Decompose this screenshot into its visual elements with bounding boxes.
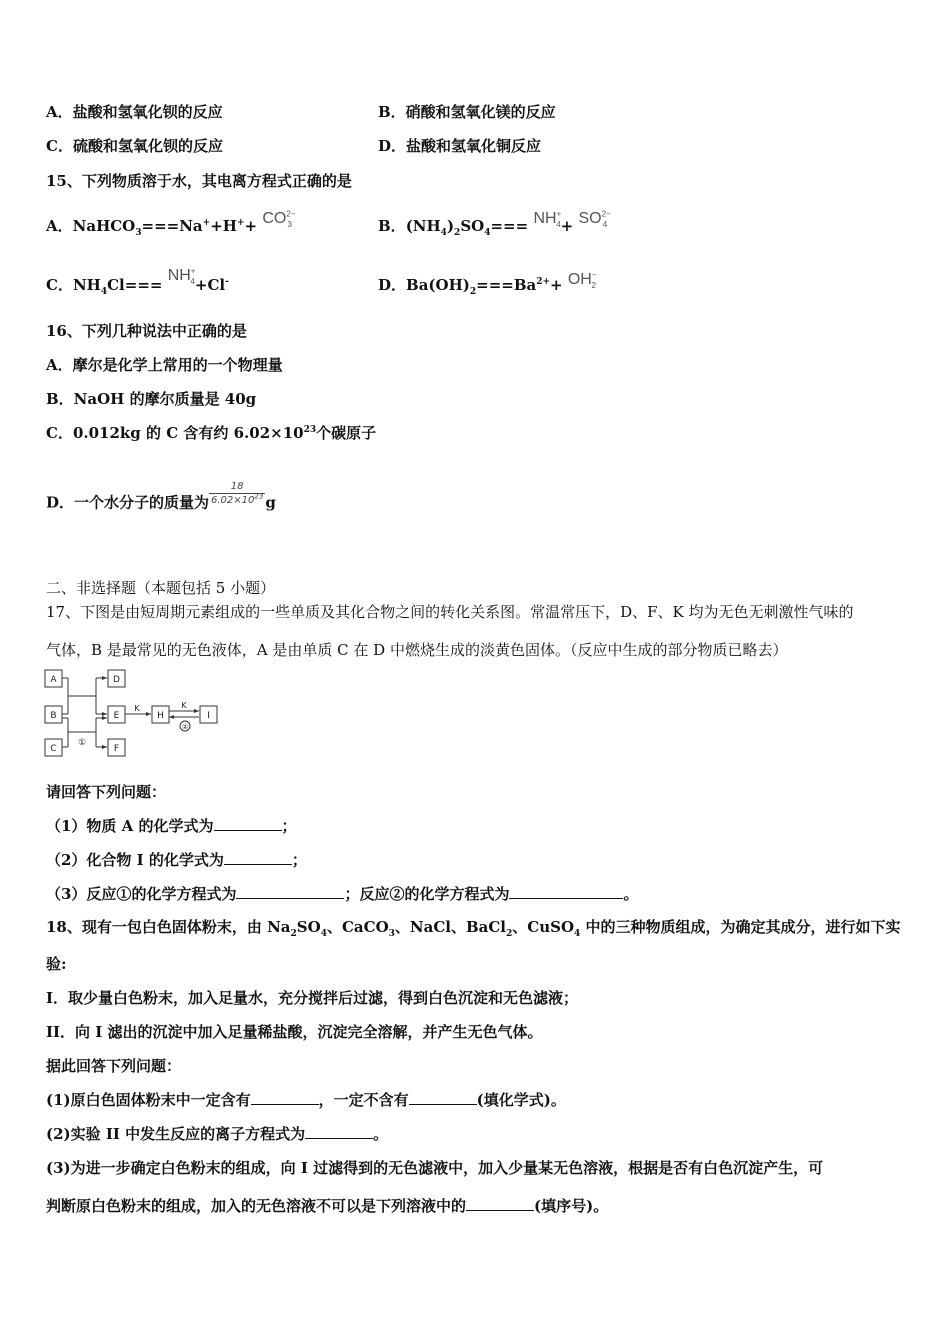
q18-s5: 4 (574, 929, 581, 939)
q17-sub3-end: 。 (623, 885, 639, 903)
answer-blank-a-formula[interactable] (214, 816, 282, 831)
q15d-sp1: 2+ (536, 277, 551, 287)
node-d: D (113, 675, 120, 685)
answer-blank-i-formula[interactable] (224, 850, 292, 865)
q17-sub2-text: （2）化合物 I 的化学式为 (46, 851, 224, 869)
q18-s1: 2 (290, 929, 297, 939)
q15a-p1: NaHCO (72, 217, 136, 235)
q15d-p2: ===Ba (476, 276, 537, 294)
label-k-1: K (134, 704, 140, 713)
node-e: E (113, 711, 120, 721)
q15a-s1: 3 (135, 228, 142, 238)
q18-sub3-line2 (46, 1196, 608, 1216)
answer-blank-reaction1[interactable] (236, 884, 344, 899)
q17-sub3-text-b: ；反应②的化学方程式为 (344, 885, 510, 903)
q15b-s1: 4 (440, 228, 447, 238)
conversion-diagram (44, 667, 224, 761)
q18-sub2 (46, 1124, 388, 1144)
label-reaction-2: ② (181, 723, 189, 731)
q18-step2-label: II． (46, 1023, 76, 1041)
q15c-p3: +Cl (194, 276, 226, 294)
q15d-p1: Ba(OH) (406, 276, 470, 294)
q16c-p2: 个碳原子 (316, 424, 377, 442)
node-h: H (157, 711, 164, 721)
q18-sub1-b: ，一定不含有 (318, 1091, 409, 1109)
fraction-den-exp: 23 (254, 492, 264, 501)
q14-option-c: C．硫酸和氢氧化钡的反应 (46, 137, 223, 155)
node-i: I (207, 711, 210, 721)
q18-sub3-b: (填序号)。 (534, 1197, 609, 1215)
q18-sub3-a: 判断原白色粉末的组成，加入的无色溶液不可以是下列溶液中的 (46, 1197, 467, 1215)
q15b-ion1 (533, 209, 562, 230)
q16d-p1: D．一个水分子的质量为 (46, 493, 210, 512)
q18-stem-line2: 验: (46, 955, 67, 973)
fraction-numerator: 18 (209, 480, 265, 494)
q15b-label: B． (378, 217, 406, 235)
label-k-2: K (181, 701, 187, 710)
q15-option-d (378, 270, 597, 297)
q15a-ion (262, 209, 296, 230)
q16d-p2: g (265, 493, 276, 512)
q18-p5: 、CuSO (512, 918, 575, 936)
q17-sub3-text-a: （3）反应①的化学方程式为 (46, 885, 237, 903)
q17-stem-line1: 17、下图是由短周期元素组成的一些单质及其化合物之间的转化关系图。常温常压下，D、F、K 均为无色无刺激性气味的 (46, 603, 854, 621)
q15-option-b (378, 209, 611, 238)
q17-sub1 (46, 816, 297, 836)
fraction-denominator (209, 494, 265, 507)
q15c-label: C． (46, 276, 73, 294)
q15c-ion-main: NH (167, 267, 191, 284)
q15a-ion-sub: 3 (287, 220, 292, 230)
q18-prompt: 据此回答下列问题： (46, 1057, 182, 1075)
q18-sub1-c: (填化学式)。 (476, 1091, 566, 1109)
q15d-s1: 2 (469, 287, 477, 297)
q15b-ion2-main: SO (578, 210, 602, 227)
node-b: B (50, 711, 57, 721)
q18-step2 (46, 1022, 543, 1042)
q18-p6: 中的三种物质组成，为确定其成分，进行如下实 (580, 918, 901, 936)
q17-sub1-end: ； (281, 817, 297, 835)
q18-sub2-a: (2)实验 II 中发生反应的离子方程式为 (46, 1125, 306, 1143)
q17-stem-line2: 气体，B 是最常见的无色液体，A 是由单质 C 在 D 中燃烧生成的淡黄色固体。（反应中生成的部分物质已略去） (46, 641, 788, 659)
q16-option-b: B．NaOH 的摩尔质量是 40g (46, 390, 257, 408)
q15c-p1: NH (72, 276, 101, 294)
q15a-sp1: + (202, 218, 211, 228)
q15c-sp1: - (225, 277, 229, 287)
q15b-s2: 2 (454, 228, 461, 238)
q18-s3: 3 (388, 929, 395, 939)
q15d-label: D． (378, 276, 407, 294)
q15b-p2: ) (446, 217, 455, 235)
q15a-ion-main: CO (262, 210, 287, 227)
answer-blank-must-not-contain[interactable] (409, 1090, 477, 1105)
q15b-p1: (NH (405, 217, 441, 235)
q17-sub3 (46, 884, 638, 904)
q15a-sp2: + (236, 218, 245, 228)
q15b-p3: SO (460, 217, 485, 235)
q18-step1-text: 取少量白色粉末，加入足量水，充分搅拌后过滤，得到白色沉淀和无色滤液； (68, 989, 579, 1007)
q18-step1 (46, 988, 578, 1008)
q15d-ion-sup: − (591, 270, 597, 280)
q15b-plus: + (560, 217, 574, 235)
water-mass-fraction (209, 480, 265, 507)
q18-p1: 18、现有一包白色固体粉末，由 Na (46, 918, 291, 936)
q18-step1-label: I． (46, 989, 69, 1007)
label-reaction-1: ① (77, 738, 87, 748)
q15a-p4: + (244, 217, 258, 235)
q15a-p2: ===Na (141, 217, 203, 235)
q14-option-b: B．硝酸和氢氧化镁的反应 (378, 103, 556, 121)
q15c-ion-sub: 4 (190, 277, 195, 287)
q15-option-a (46, 209, 296, 238)
q15b-ion2-sup: 2− (601, 209, 611, 219)
q18-p3: 、CaCO (326, 918, 389, 936)
q18-step2-text: 向 I 滤出的沉淀中加入足量稀盐酸，沉淀完全溶解，并产生无色气体。 (75, 1023, 543, 1041)
q15b-s3: 4 (484, 228, 491, 238)
q15-stem: 15、下列物质溶于水，其电离方程式正确的是 (46, 172, 352, 190)
q18-sub3-line1: (3)为进一步确定白色粉末的组成，向 I 过滤得到的无色滤液中，加入少量某无色溶液，根据是否有白色沉淀产生，可 (46, 1159, 824, 1177)
q18-sub1-a: (1)原白色固体粉末中一定含有 (46, 1091, 251, 1109)
q15d-ion (567, 270, 597, 291)
q15-option-c (46, 266, 229, 297)
q15d-ion-sub: 2 (591, 281, 596, 291)
q17-prompt: 请回答下列问题： (46, 783, 167, 801)
q15b-ion1-sup: + (556, 209, 562, 219)
q15b-ion2-sub: 4 (602, 220, 608, 230)
q16c-sup: 23 (303, 425, 317, 435)
q15b-ion1-sub: 4 (556, 220, 561, 230)
q15c-s1: 4 (100, 287, 108, 297)
q15c-ion (167, 266, 196, 287)
section-title: 二、非选择题（本题包括 5 小题） (46, 579, 276, 597)
q16-option-c (46, 423, 376, 443)
q15b-p4: === (490, 217, 529, 235)
fraction-den-base: 6.02×10 (211, 495, 255, 506)
node-c: C (50, 744, 57, 754)
q18-s4: 2 (506, 929, 513, 939)
answer-blank-reaction2[interactable] (509, 884, 623, 899)
q15b-ion2 (578, 209, 611, 230)
q16-stem: 16、下列几种说法中正确的是 (46, 322, 247, 340)
q18-p4: 、NaCl、BaCl (394, 918, 507, 936)
q15d-ion-main: OH (567, 271, 592, 288)
node-f: F (113, 744, 120, 754)
q15a-ion-sup: 2− (286, 209, 296, 219)
q17-sub2 (46, 850, 307, 870)
q17-sub1-text: （1）物质 A 的化学式为 (46, 817, 214, 835)
q14-option-a: A．盐酸和氢氧化钡的反应 (46, 103, 223, 121)
q18-sub2-b: 。 (373, 1125, 389, 1143)
q15a-p3: +H (210, 217, 237, 235)
q15a-label: A． (46, 217, 73, 235)
q16-option-a: A．摩尔是化学上常用的一个物理量 (46, 356, 283, 374)
answer-blank-ionic-equation[interactable] (305, 1124, 373, 1139)
q18-s2: 4 (320, 929, 327, 939)
answer-blank-solution-choice[interactable] (466, 1196, 534, 1211)
q18-p2: SO (296, 918, 321, 936)
q14-option-d: D．盐酸和氢氧化铜反应 (378, 137, 542, 155)
q17-sub2-end: ； (291, 851, 307, 869)
q15d-p3: + (550, 276, 563, 294)
q18-sub1 (46, 1090, 566, 1110)
q15c-ion-sup: + (190, 266, 196, 276)
q15b-ion1-main: NH (533, 210, 557, 227)
q16-option-d (46, 481, 276, 517)
answer-blank-must-contain[interactable] (251, 1090, 319, 1105)
q16c-p1: C．0.012kg 的 C 含有约 6.02×10 (46, 424, 304, 442)
q18-stem-line1 (46, 917, 901, 937)
node-a: A (50, 675, 57, 685)
q15c-p2: Cl=== (107, 276, 163, 294)
